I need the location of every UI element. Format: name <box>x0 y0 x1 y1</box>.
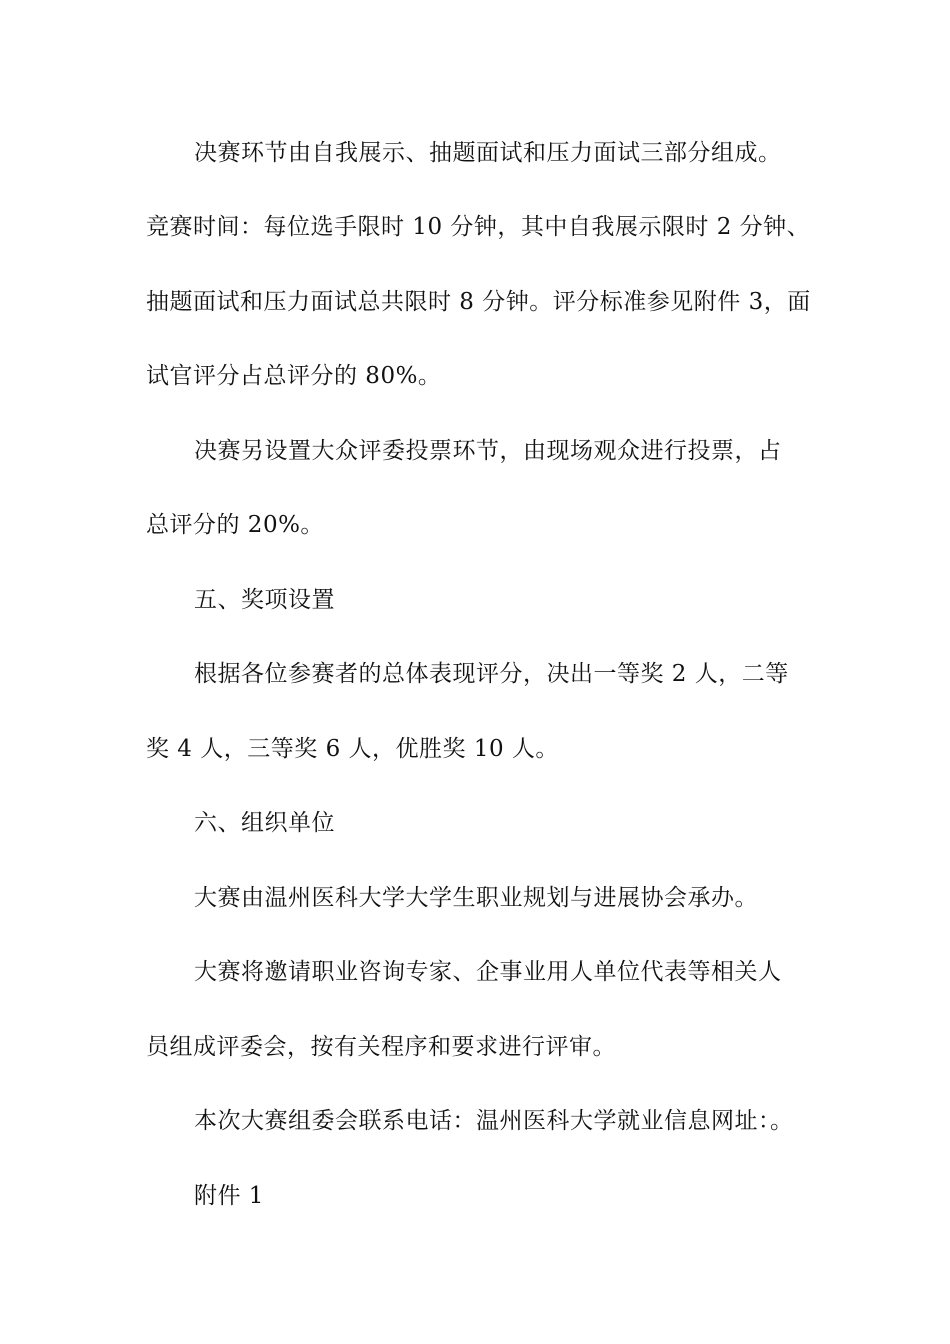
paragraph-judges-line-2: 员组成评委会，按有关程序和要求进行评审。 <box>146 1034 616 1060</box>
paragraph-public-vote-line-2: 总评分的 20%。 <box>146 512 324 538</box>
paragraph-contact: 本次大赛组委会联系电话：温州医科大学就业信息网址：。 <box>194 1108 794 1134</box>
paragraph-competition-time-line-2: 抽题面试和压力面试总共限时 8 分钟。评分标准参见附件 3，面 <box>146 289 811 315</box>
paragraph-competition-time-line-1: 竞赛时间：每位选手限时 10 分钟，其中自我展示限时 2 分钟、 <box>146 214 811 240</box>
paragraph-judges-line-1: 大赛将邀请职业咨询专家、企事业用人单位代表等相关人 <box>194 959 782 985</box>
paragraph-public-vote-line-1: 决赛另设置大众评委投票环节，由现场观众进行投票，占 <box>194 438 782 464</box>
attachment-label: 附件 1 <box>194 1183 264 1209</box>
paragraph-organizer: 大赛由温州医科大学大学生职业规划与进展协会承办。 <box>194 885 758 911</box>
section-heading-organizer: 六、组织单位 <box>194 810 335 836</box>
paragraph-competition-time-line-3: 试官评分占总评分的 80%。 <box>146 363 442 389</box>
paragraph-awards-line-1: 根据各位参赛者的总体表现评分，决出一等奖 2 人，二等 <box>194 661 789 687</box>
paragraph-final-round-line-1: 决赛环节由自我展示、抽题面试和压力面试三部分组成。 <box>194 140 782 166</box>
paragraph-awards-line-2: 奖 4 人，三等奖 6 人，优胜奖 10 人。 <box>146 736 559 762</box>
section-heading-awards: 五、奖项设置 <box>194 587 335 613</box>
